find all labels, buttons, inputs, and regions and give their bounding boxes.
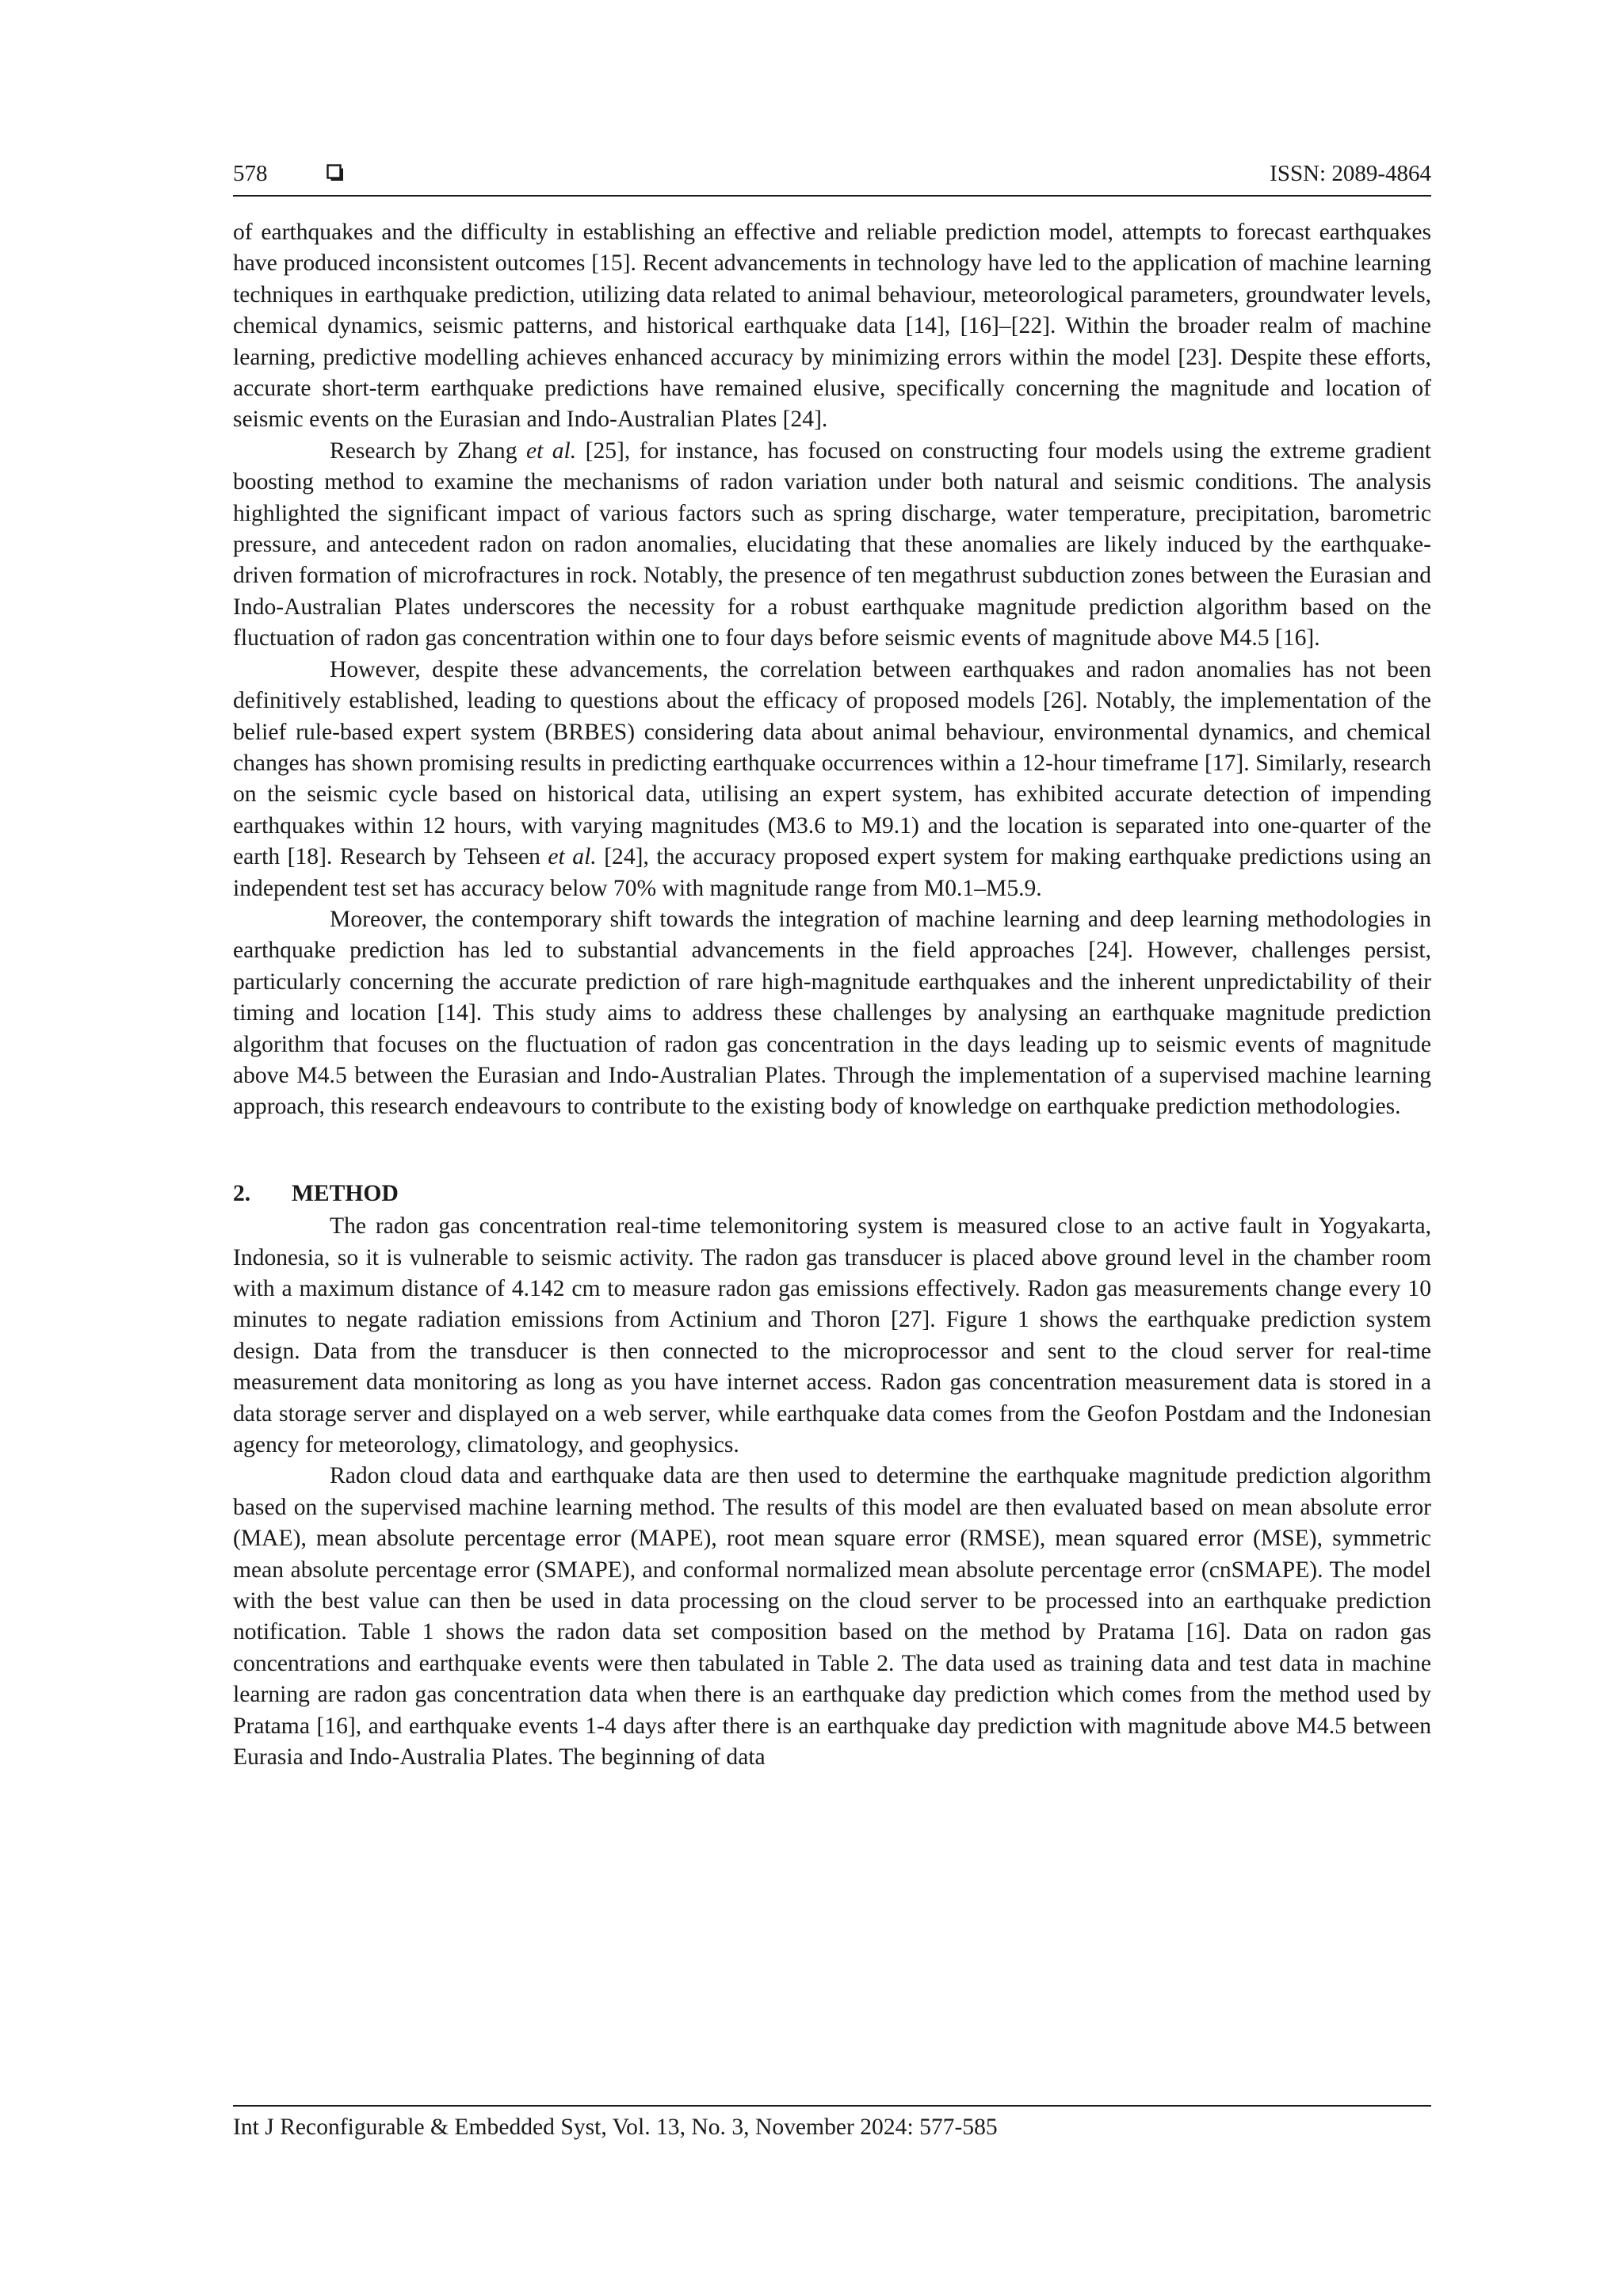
issn-label: ISSN: 2089-4864 [1270,161,1431,186]
section-number: 2. [233,1180,251,1206]
section-spacer [233,1123,1431,1179]
main-text [233,217,1431,1774]
section-title: METHOD [292,1180,399,1206]
body-paragraph: The radon gas concentration real-time telemonitoring system is measured close to an active fault in Yogyakarta, Indonesia, so it is vulnerable to seismic activity. The radon gas transducer is placed above ground level in the chamber room with a maximum distance of 4.142 cm to measure radon gas emissions effectively. Radon gas measurements change every 10 minutes to negate radiation emissions from Actinium and Thoron [27]. Figure 1 shows the earthquake prediction system design. Data from the transducer is then connected to the microprocessor and sent to the cloud server for real-time measurement data monitoring as long as you have internet access. Radon gas concentration measurement data is stored in a data storage server and displayed on a web server, while earthquake data comes from the Geofon Postdam and the Indonesian agency for meteorology, climatology, and geophysics. [233,1213,1431,1458]
et-al-italic: et al. [525,437,577,464]
body-paragraph: Radon cloud data and earthquake data are then used to determine the earthquake magnitude prediction algorithm based on the supervised machine learning method. The results of this model are then evaluated based on mean absolute error (MAE), mean absolute percentage error (MAPE), root mean square error (RMSE), mean squared error (MSE), symmetric mean absolute percentage error (SMAPE), and conformal normalized mean absolute percentage error (cnSMAPE). The model with the best value can then be used in data processing on the cloud server to be processed into an earthquake prediction notification. Table 1 shows the radon data set composition based on the method by Pratama [16]. Data on radon gas concentrations and earthquake events were then tabulated in Table 2. The data used as training data and test data in machine learning are radon gas concentration data when there is an earthquake day prediction which comes from the method used by Pratama [16], and earthquake events 1-4 days after there is an earthquake day prediction with magnitude above M4.5 between Eurasia and Indo-Australia Plates. The beginning of data [233,1463,1431,1771]
footer-divider [233,2105,1431,2107]
body-paragraph: Moreover, the contemporary shift towards the integration of machine learning and deep learning methodologies in earthquake prediction has led to substantial advancements in the field approaches [24]. However, challenges persist, particularly concerning the accurate prediction of rare high-magnitude earthquakes and the inherent unpredictability of their timing and location [14]. This study aims to address these challenges by analysing an earthquake magnitude prediction algorithm that focuses on the fluctuation of radon gas concentration in the days leading up to seismic events of magnitude above M4.5 between the Eurasian and Indo-Australian Plates. Through the implementation of a supervised machine learning approach, this research endeavours to contribute to the existing body of knowledge on earthquake prediction methodologies. [233,906,1431,1120]
running-header [233,157,1431,190]
journal-citation: Int J Reconfigurable & Embedded Syst, Vol. 13, No. 3, November 2024: 577-585 [233,2115,998,2140]
section-heading-method [233,1179,1431,1209]
checkbox-square-icon [327,164,344,181]
header-divider [233,195,1431,197]
et-al-italic: et al. [548,844,597,870]
page-number: 578 [233,161,268,186]
body-paragraph: However, despite these advancements, the correlation between earthquakes and radon anomalies has not been definitively established, leading to questions about the efficacy of proposed models [26]. Notably, the implementation of the belief rule-based expert system (BRBES) considering data about animal behaviour, environmental dynamics, and chemical changes has shown promising results in predicting earthquake occurrences within a 12-hour timeframe [17]. Similarly, research on the seismic cycle based on historical data, utilising an expert system, has exhibited accurate detection of impending earthquakes within 12 hours, with varying magnitudes (M3.6 to M9.1) and the location is separated into one-quarter of the earth [18]. Research by Tehseen et al. [24], the accuracy proposed expert system for making earthquake predictions using an independent test set has accuracy below 70% with magnitude range from M0.1–M5.9. [233,656,1431,901]
body-paragraph: Research by Zhang et al. [25], for instance, has focused on constructing four models using the extreme gradient boosting method to examine the mechanisms of radon variation under both natural and seismic conditions. The analysis highlighted the significant impact of various factors such as spring discharge, water temperature, precipitation, barometric pressure, and antecedent radon on radon anomalies, elucidating that these anomalies are likely induced by the earthquake-driven formation of microfractures in rock. Notably, the presence of ten megathrust subduction zones between the Eurasian and Indo-Australian Plates underscores the necessity for a robust earthquake magnitude prediction algorithm based on the fluctuation of radon gas concentration within one to four days before seismic events of magnitude above M4.5 [16]. [233,437,1431,651]
body-paragraph: of earthquakes and the difficulty in establishing an effective and reliable prediction model, attempts to forecast earthquakes have produced inconsistent outcomes [15]. Recent advancements in technology have led to the application of machine learning techniques in earthquake prediction, utilizing data related to animal behaviour, meteorological parameters, groundwater levels, chemical dynamics, seismic patterns, and historical earthquake data [14], [16]–[22]. Within the broader realm of machine learning, predictive modelling achieves enhanced accuracy by minimizing errors within the model [23]. Despite these efforts, accurate short-term earthquake predictions have remained elusive, specifically concerning the magnitude and location of seismic events on the Eurasian and Indo-Australian Plates [24]. [233,220,1431,433]
